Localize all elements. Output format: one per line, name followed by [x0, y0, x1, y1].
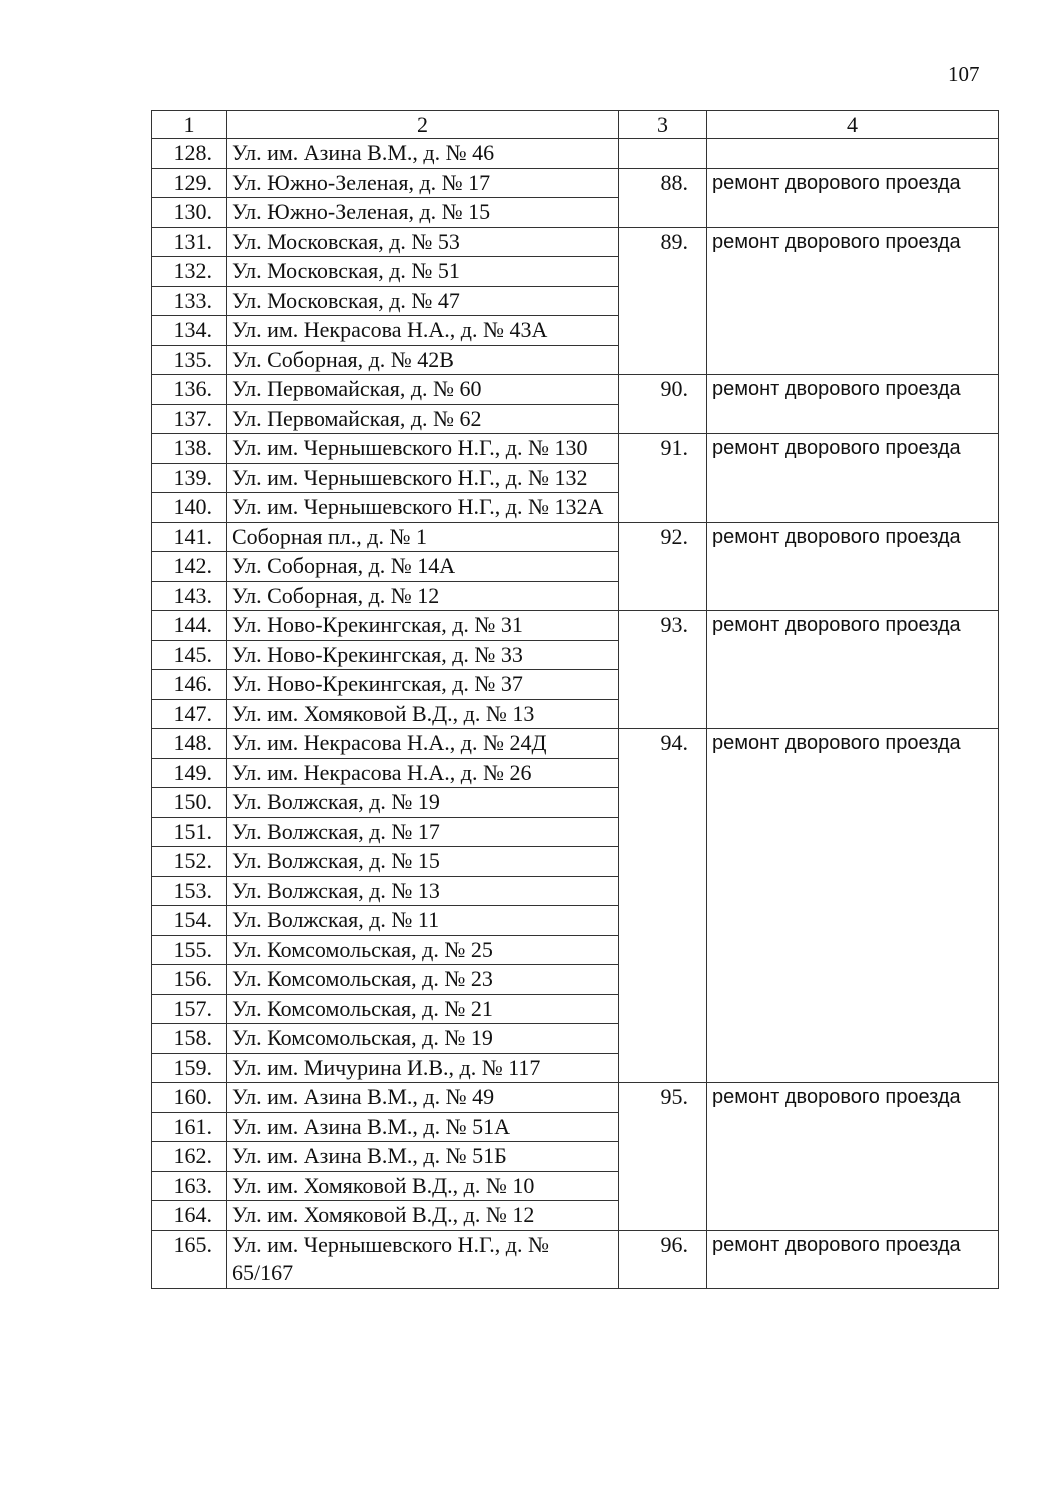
row-address: Ул. Волжская, д. № 15	[227, 847, 619, 877]
work-type: ремонт дворового проезда	[707, 522, 999, 611]
row-address: Ул. Комсомольская, д. № 25	[227, 935, 619, 965]
table-row	[152, 522, 999, 552]
row-number: 144.	[152, 611, 227, 641]
row-number: 148.	[152, 729, 227, 759]
row-address: Ул. Южно-Зеленая, д. № 17	[227, 168, 619, 198]
group-number: 91.	[619, 434, 707, 523]
table-body	[152, 111, 999, 1289]
row-address: Ул. Московская, д. № 47	[227, 286, 619, 316]
row-number: 161.	[152, 1112, 227, 1142]
work-type: ремонт дворового проезда	[707, 227, 999, 375]
row-number: 159.	[152, 1053, 227, 1083]
addresses-table	[151, 110, 999, 1289]
row-address: Ул. им. Азина В.М., д. № 51А	[227, 1112, 619, 1142]
table-row	[152, 375, 999, 405]
table-row	[152, 139, 999, 169]
row-address: Ул. Ново-Крекингская, д. № 37	[227, 670, 619, 700]
work-type: ремонт дворового проезда	[707, 434, 999, 523]
row-address: Ул. Волжская, д. № 17	[227, 817, 619, 847]
row-address: Ул. им. Некрасова Н.А., д. № 43А	[227, 316, 619, 346]
row-number: 156.	[152, 965, 227, 995]
row-number: 129.	[152, 168, 227, 198]
table-row	[152, 1083, 999, 1113]
row-number: 131.	[152, 227, 227, 257]
group-number: 94.	[619, 729, 707, 1083]
row-number: 153.	[152, 876, 227, 906]
row-number: 151.	[152, 817, 227, 847]
row-number: 149.	[152, 758, 227, 788]
row-address: Ул. им. Некрасова Н.А., д. № 24Д	[227, 729, 619, 759]
row-number: 140.	[152, 493, 227, 523]
work-type	[707, 139, 999, 169]
row-number: 165.	[152, 1230, 227, 1288]
row-number: 138.	[152, 434, 227, 464]
work-type: ремонт дворового проезда	[707, 1230, 999, 1288]
row-number: 164.	[152, 1201, 227, 1231]
column-header: 4	[707, 111, 999, 139]
row-number: 162.	[152, 1142, 227, 1172]
row-address: Ул. Комсомольская, д. № 19	[227, 1024, 619, 1054]
row-address: Ул. им. Мичурина И.В., д. № 117	[227, 1053, 619, 1083]
table-row	[152, 168, 999, 198]
table-row	[152, 729, 999, 759]
row-address: Ул. Соборная, д. № 42В	[227, 345, 619, 375]
work-type: ремонт дворового проезда	[707, 375, 999, 434]
row-address: Ул. Южно-Зеленая, д. № 15	[227, 198, 619, 228]
row-address: Ул. им. Хомяковой В.Д., д. № 10	[227, 1171, 619, 1201]
row-number: 152.	[152, 847, 227, 877]
row-address: Ул. Первомайская, д. № 62	[227, 404, 619, 434]
row-address: Ул. Московская, д. № 53	[227, 227, 619, 257]
column-header: 2	[227, 111, 619, 139]
row-address: Ул. Ново-Крекингская, д. № 31	[227, 611, 619, 641]
row-address: Ул. Комсомольская, д. № 21	[227, 994, 619, 1024]
row-number: 133.	[152, 286, 227, 316]
row-number: 141.	[152, 522, 227, 552]
column-header: 3	[619, 111, 707, 139]
row-address: Ул. Волжская, д. № 19	[227, 788, 619, 818]
group-number: 92.	[619, 522, 707, 611]
row-number: 137.	[152, 404, 227, 434]
work-type: ремонт дворового проезда	[707, 611, 999, 729]
group-number: 89.	[619, 227, 707, 375]
row-address: Ул. Комсомольская, д. № 23	[227, 965, 619, 995]
group-number: 95.	[619, 1083, 707, 1231]
row-address: Ул. Волжская, д. № 13	[227, 876, 619, 906]
group-number: 93.	[619, 611, 707, 729]
row-address: Ул. им. Хомяковой В.Д., д. № 13	[227, 699, 619, 729]
row-address: Ул. Волжская, д. № 11	[227, 906, 619, 936]
row-number: 157.	[152, 994, 227, 1024]
row-address: Ул. Московская, д. № 51	[227, 257, 619, 287]
row-address: Ул. им. Чернышевского Н.Г., д. № 130	[227, 434, 619, 464]
row-number: 145.	[152, 640, 227, 670]
work-type: ремонт дворового проезда	[707, 168, 999, 227]
page-number: 107	[948, 62, 980, 86]
table-row	[152, 227, 999, 257]
column-header: 1	[152, 111, 227, 139]
row-number: 134.	[152, 316, 227, 346]
row-address: Ул. Первомайская, д. № 60	[227, 375, 619, 405]
row-address: Ул. им. Чернышевского Н.Г., д. № 65/167	[227, 1230, 619, 1288]
row-number: 136.	[152, 375, 227, 405]
row-address: Ул. Ново-Крекингская, д. № 33	[227, 640, 619, 670]
row-number: 158.	[152, 1024, 227, 1054]
row-address: Ул. им. Азина В.М., д. № 49	[227, 1083, 619, 1113]
row-number: 142.	[152, 552, 227, 582]
group-number	[619, 139, 707, 169]
row-address: Ул. Соборная, д. № 12	[227, 581, 619, 611]
row-number: 147.	[152, 699, 227, 729]
row-address: Ул. Соборная, д. № 14А	[227, 552, 619, 582]
row-number: 155.	[152, 935, 227, 965]
group-number: 90.	[619, 375, 707, 434]
row-number: 163.	[152, 1171, 227, 1201]
row-number: 135.	[152, 345, 227, 375]
work-type: ремонт дворового проезда	[707, 729, 999, 1083]
table-row	[152, 611, 999, 641]
row-address: Соборная пл., д. № 1	[227, 522, 619, 552]
row-number: 143.	[152, 581, 227, 611]
row-number: 139.	[152, 463, 227, 493]
row-address: Ул. им. Чернышевского Н.Г., д. № 132	[227, 463, 619, 493]
row-number: 130.	[152, 198, 227, 228]
group-number: 88.	[619, 168, 707, 227]
row-number: 160.	[152, 1083, 227, 1113]
group-number: 96.	[619, 1230, 707, 1288]
row-address: Ул. им. Чернышевского Н.Г., д. № 132А	[227, 493, 619, 523]
row-number: 146.	[152, 670, 227, 700]
row-address: Ул. им. Азина В.М., д. № 51Б	[227, 1142, 619, 1172]
row-number: 132.	[152, 257, 227, 287]
row-number: 150.	[152, 788, 227, 818]
work-type: ремонт дворового проезда	[707, 1083, 999, 1231]
table-row	[152, 434, 999, 464]
table-row	[152, 1230, 999, 1288]
row-address: Ул. им. Азина В.М., д. № 46	[227, 139, 619, 169]
row-address: Ул. им. Хомяковой В.Д., д. № 12	[227, 1201, 619, 1231]
row-number: 154.	[152, 906, 227, 936]
table-header-row	[152, 111, 999, 139]
row-number: 128.	[152, 139, 227, 169]
row-address: Ул. им. Некрасова Н.А., д. № 26	[227, 758, 619, 788]
